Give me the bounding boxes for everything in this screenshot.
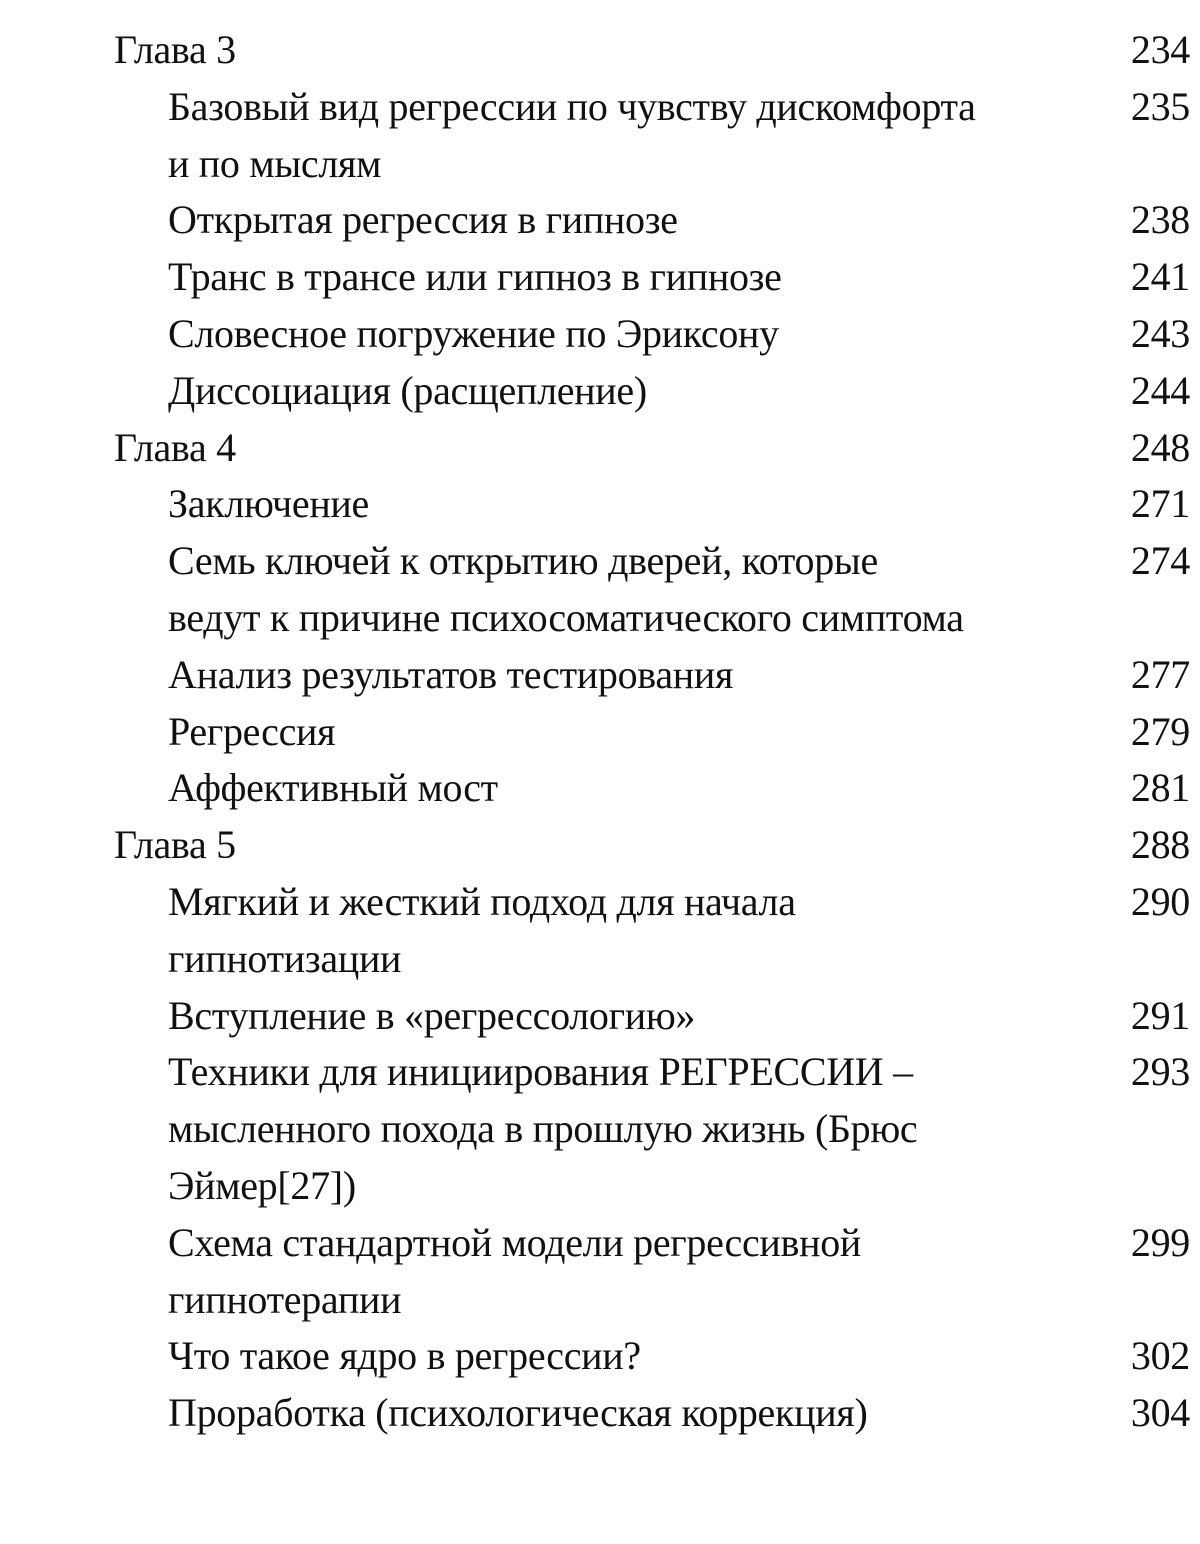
toc-chapter[interactable] xyxy=(114,22,1190,79)
toc-entry-title: Базовый вид регрессии по чувству дискомфорта и по мыслям xyxy=(168,83,976,186)
toc-entry-title: Глава 4 xyxy=(114,424,236,470)
table-of-contents xyxy=(114,22,1190,1442)
toc-page-number: 244 xyxy=(1130,367,1190,413)
toc-entry[interactable] xyxy=(114,704,1190,761)
toc-entry-title: Схема стандартной модели регрессивной гипнотерапии xyxy=(168,1219,862,1322)
toc-page-number: 277 xyxy=(1130,651,1190,697)
toc-entry-title: Проработка (психологическая коррекция) xyxy=(168,1390,868,1436)
toc-chapter[interactable] xyxy=(114,817,1190,874)
toc-entry[interactable] xyxy=(114,1044,1190,1214)
toc-page-number: 279 xyxy=(1130,708,1190,754)
toc-entry[interactable] xyxy=(114,988,1190,1045)
toc-entry-title: Заключение xyxy=(168,481,369,527)
toc-page-number: 271 xyxy=(1130,481,1190,527)
toc-page-number: 291 xyxy=(1130,992,1190,1038)
toc-entry-title: Регрессия xyxy=(168,708,336,754)
toc-page-number: 241 xyxy=(1130,254,1190,300)
toc-entry[interactable] xyxy=(114,1385,1190,1442)
toc-entry[interactable] xyxy=(114,192,1190,249)
toc-entry[interactable] xyxy=(114,1328,1190,1385)
toc-chapter[interactable] xyxy=(114,420,1190,477)
toc-page-number: 274 xyxy=(1130,538,1190,584)
toc-entry-title: Семь ключей к открытию дверей, которые ведут к причине психосоматического симптома xyxy=(168,538,964,640)
toc-entry[interactable] xyxy=(114,533,1190,647)
toc-entry-title: Глава 5 xyxy=(114,822,236,868)
toc-entry[interactable] xyxy=(114,1215,1190,1329)
toc-page-number: 293 xyxy=(1130,1049,1190,1095)
toc-entry[interactable] xyxy=(114,760,1190,817)
toc-entry-title: Транс в трансе или гипноз в гипнозе xyxy=(168,254,782,300)
toc-entry[interactable] xyxy=(114,874,1190,988)
toc-entry-title: Что такое ядро в регрессии? xyxy=(168,1333,641,1379)
toc-page-number: 234 xyxy=(1130,27,1190,72)
toc-entry-title: Аффективный мост xyxy=(168,765,498,811)
toc-entry[interactable] xyxy=(114,306,1190,363)
toc-page-number: 238 xyxy=(1130,197,1190,243)
toc-entry-title: Глава 3 xyxy=(114,27,236,72)
toc-entry[interactable] xyxy=(114,249,1190,306)
toc-entry-title: Техники для инициирования РЕГРЕССИИ – мысленного похода в прошлую жизнь (Брюс Эймер[27]) xyxy=(168,1049,918,1208)
toc-entry[interactable] xyxy=(114,476,1190,533)
toc-page-number: 299 xyxy=(1130,1219,1190,1265)
toc-entry-title: Анализ результатов тестирования xyxy=(168,651,734,697)
toc-entry-title: Открытая регрессия в гипнозе xyxy=(168,197,678,243)
toc-entry-title: Мягкий и жесткий подход для начала гипнотизации xyxy=(168,878,796,981)
toc-entry-title: Словесное погружение по Эриксону xyxy=(168,310,779,356)
toc-page-number: 235 xyxy=(1130,83,1190,129)
toc-entry[interactable] xyxy=(114,79,1190,193)
toc-entry[interactable] xyxy=(114,363,1190,420)
toc-page-number: 302 xyxy=(1130,1333,1190,1379)
toc-page-number: 288 xyxy=(1130,822,1190,868)
toc-page-number: 248 xyxy=(1130,424,1190,470)
toc-entry-title: Вступление в «регрессологию» xyxy=(168,992,696,1038)
toc-entry[interactable] xyxy=(114,647,1190,704)
toc-page-number: 281 xyxy=(1130,765,1190,811)
toc-entry-title: Диссоциация (расщепление) xyxy=(168,367,647,413)
toc-page-number: 304 xyxy=(1130,1390,1190,1436)
toc-page-number: 290 xyxy=(1130,878,1190,924)
toc-page-number: 243 xyxy=(1130,310,1190,356)
